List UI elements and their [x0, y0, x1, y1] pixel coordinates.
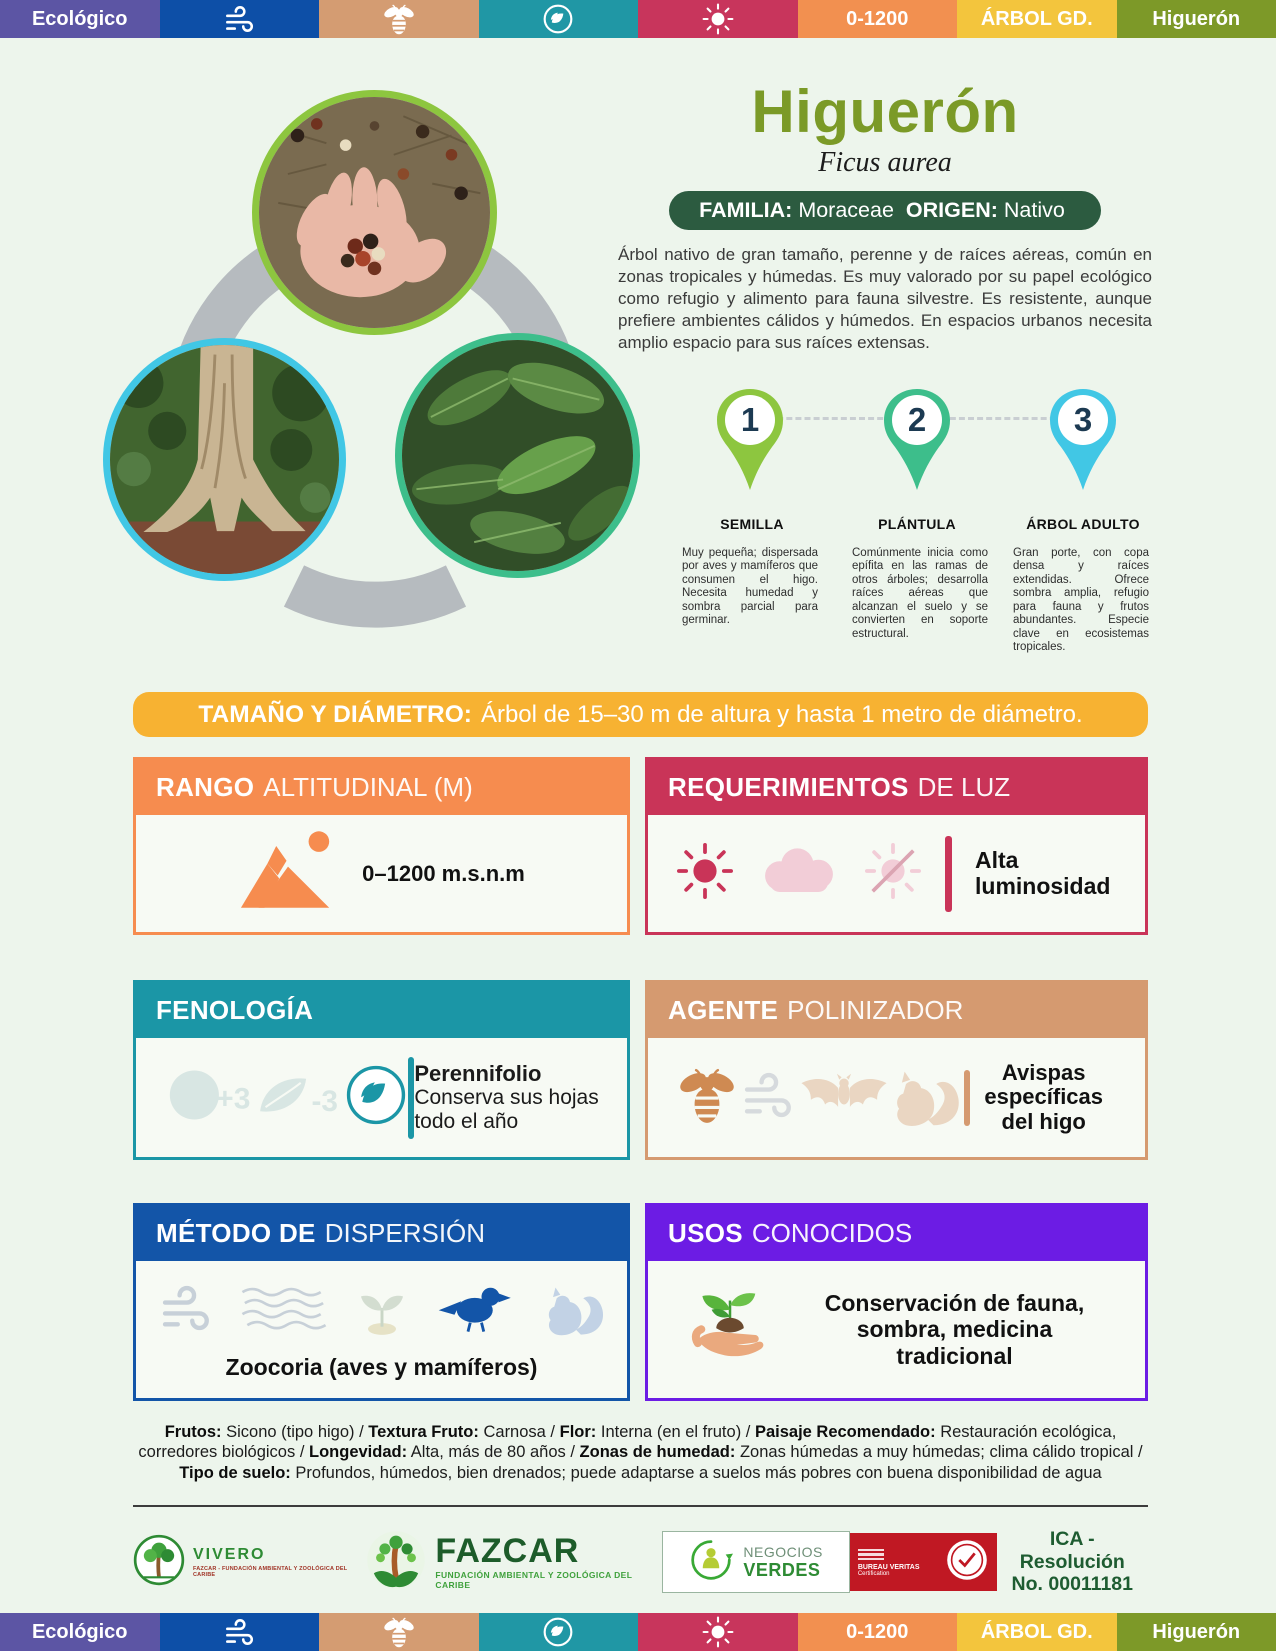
squirrel-icon: [544, 1279, 608, 1342]
ribbon-segment-leaf: [479, 1613, 639, 1651]
card-body: [648, 815, 1145, 932]
card-agente-polinizador: [645, 980, 1148, 1160]
light-requirement-value: Alta luminosidad: [975, 847, 1111, 899]
stage-description: Comúnmente inicia como epífita en las ramas de otros árboles; desarrolla raíces aéreas que alcanzan el suelo y se convierten en soporte estructural.: [852, 547, 988, 640]
card-body: [136, 1261, 627, 1398]
size-banner-text: Árbol de 15–30 m de altura y hasta 1 metro de diámetro.: [480, 700, 1083, 728]
stage-label-semilla: SEMILLA: [720, 516, 784, 532]
card-title-bold: REQUERIMIENTOS: [668, 772, 909, 802]
ribbon-label: Higuerón: [1152, 7, 1241, 30]
bee-icon: [382, 2, 416, 36]
detail-label: Tipo de suelo:: [179, 1463, 291, 1482]
card-header: [136, 983, 627, 1038]
card-body: [648, 1038, 1145, 1157]
card-fenologia: [133, 980, 630, 1160]
stage-label-arbol-adulto: ÁRBOL ADULTO: [1026, 516, 1140, 532]
page-title: Higuerón: [751, 78, 1019, 145]
vivero-text: [193, 1546, 365, 1578]
stage-description: Gran porte, con copa densa y raíces extendidas. Ofrece sombra amplia, refugio para fauna y frutos abundantes. Especie clave en ecosistemas tropicales.: [1013, 547, 1149, 654]
card-body: [136, 815, 627, 932]
phenology-type: Perennifolio: [414, 1060, 542, 1086]
card-title-bold: MÉTODO DE: [156, 1218, 316, 1248]
ribbon-label: ÁRBOL GD.: [980, 1620, 1093, 1643]
hand-plant-icon: [684, 1289, 776, 1370]
wind-icon: [738, 1066, 796, 1129]
ribbon-label: Ecológico: [31, 1620, 128, 1643]
stage-number: 3: [1073, 401, 1093, 438]
ribbon-label: ÁRBOL GD.: [980, 7, 1093, 30]
squirrel-icon: [892, 1062, 964, 1133]
ribbon-segment-arbol: [957, 1613, 1117, 1651]
iso-lines: [858, 1549, 920, 1561]
phenology-note: Conserva sus hojas todo el año: [414, 1086, 599, 1133]
mountain-sun-icon: [238, 828, 338, 919]
card-metodo-dispersion: [133, 1203, 630, 1401]
bureau-seal-icon: [945, 1538, 989, 1587]
leaf-badge-icon: [344, 1063, 408, 1132]
detail-text: Profundos, húmedos, bien drenados; puede adaptarse a suelos más pobres con buena disponibilidad de agua: [290, 1463, 1102, 1482]
negocios-verdes-icon: [689, 1538, 733, 1587]
ribbon-segment-ecologico: [0, 0, 160, 38]
fazcar-logo: [365, 1529, 662, 1596]
leaf-minus3-icon: [252, 1065, 344, 1130]
card-title-rest: ALTITUDINAL (M): [263, 772, 473, 802]
detail-text: Carnosa /: [478, 1423, 560, 1441]
bureau-text: [858, 1547, 920, 1578]
ribbon-label: 0-1200: [846, 1620, 909, 1643]
detail-text: Restauración ecológica, corredores biológicos /: [138, 1423, 1117, 1462]
card-title-bold: AGENTE: [668, 995, 779, 1025]
negocios-text: [743, 1544, 822, 1581]
card-header: [136, 760, 627, 815]
svg-text:-3: -3: [311, 1085, 338, 1119]
bee-icon: [676, 1061, 738, 1134]
detail-label: Longevidad:: [309, 1443, 408, 1462]
wind-icon: [222, 2, 256, 36]
header-block: [618, 80, 1152, 354]
card-title-bold: FENOLOGÍA: [156, 995, 314, 1025]
detail-label: Paisaje Recomendado:: [754, 1423, 936, 1441]
ribbon-segment-wind: [160, 1613, 320, 1651]
detail-label: Textura Fruto:: [368, 1423, 479, 1441]
fazcar-subtitle: FUNDACIÓN AMBIENTAL Y ZOOLÓGICA DEL CARIBE: [435, 1570, 633, 1590]
card-body: [648, 1261, 1145, 1398]
vivero-subtitle: FAZCAR - FUNDACIÓN AMBIENTAL Y ZOOLÓGICA DEL CARIBE: [193, 1566, 348, 1578]
life-stages: [660, 386, 1160, 686]
bird-icon: [436, 1281, 518, 1340]
size-banner-label: TAMAÑO Y DIÁMETRO:: [198, 700, 472, 728]
photo-cycle-cluster: [85, 75, 655, 650]
altitude-value: 0–1200 m.s.n.m: [362, 860, 525, 886]
detail-label: Frutos:: [164, 1423, 222, 1441]
detail-text: Sicono (tipo higo) /: [221, 1423, 369, 1441]
vivero-title: VIVERO: [193, 1546, 266, 1563]
tree-trunk-roots-photo: [103, 338, 346, 581]
detail-text: Interna (en el fruto) /: [596, 1423, 755, 1441]
footer-divider: [133, 1505, 1148, 1507]
ribbon-segment-wind: [160, 0, 320, 38]
footer-logos: [133, 1520, 1148, 1604]
ribbon-segment-species: [1117, 0, 1276, 38]
vivero-tree-icon: [133, 1534, 185, 1591]
dispersal-value: Zoocoria (aves y mamíferos): [225, 1353, 538, 1380]
ribbon-segment-sun: [638, 0, 798, 38]
origen-label: ORIGEN:: [905, 198, 998, 222]
card-title-rest: DE LUZ: [917, 772, 1011, 802]
sprout-icon: [354, 1280, 410, 1341]
card-header: [136, 1206, 627, 1261]
detail-label: Flor:: [559, 1423, 597, 1441]
leaf-circle-icon: [542, 1616, 574, 1648]
sun-icon: [676, 842, 734, 905]
negocios-line2: VERDES: [743, 1559, 821, 1580]
detail-text: Zonas húmedas a muy húmedas; clima cálido tropical /: [735, 1443, 1143, 1462]
leaf-circle-icon: [542, 3, 574, 35]
card-header: [648, 760, 1145, 815]
ribbon-label: 0-1200: [846, 7, 909, 30]
detail-text: Alta, más de 80 años /: [407, 1443, 580, 1462]
pollinator-value: Avispas específicas del higo: [984, 1059, 1104, 1134]
ribbon-segment-range: [798, 1613, 958, 1651]
stage-number: 2: [907, 401, 927, 438]
card-header: [648, 983, 1145, 1038]
svg-text:+3: +3: [216, 1082, 251, 1116]
dispersal-icons-row: [156, 1279, 608, 1342]
sun-crossed-icon: [864, 842, 922, 905]
sun-icon: [702, 3, 734, 35]
circle-plus3-icon: [164, 1065, 252, 1130]
card-rango-altitudinal: [133, 757, 630, 935]
species-details-paragraph: [133, 1422, 1148, 1483]
detail-label: Zonas de humedad:: [579, 1443, 736, 1462]
stage-pin-plantula: [880, 386, 954, 492]
card-title-rest: DISPERSIÓN: [324, 1218, 486, 1248]
ribbon-label: Higuerón: [1152, 1620, 1241, 1643]
card-title-bold: RANGO: [156, 772, 255, 802]
size-banner: [133, 692, 1148, 737]
ica-resolution: [997, 1528, 1148, 1595]
familia-value: Moraceae: [798, 198, 894, 222]
family-origin-pill: [669, 191, 1101, 230]
ica-line2: No. 00011181: [1011, 1573, 1133, 1596]
scientific-name: Ficus aurea: [818, 147, 952, 178]
ribbon-segment-arbol: [957, 0, 1117, 38]
stage-description: Muy pequeña; dispersada por aves y mamíferos que consumen el higo. Necesita humedad y sombra parcial para germinar.: [682, 547, 818, 627]
bureau-name: BUREAU VERITAS: [857, 1564, 920, 1572]
fazcar-text: [435, 1534, 662, 1590]
ribbon-segment-leaf: [479, 0, 639, 38]
card-requerimientos-luz: [645, 757, 1148, 935]
familia-label: FAMILIA:: [699, 198, 793, 222]
uses-value: Conservación de fauna, sombra, medicina tradicional: [824, 1290, 1085, 1369]
vivero-logo: [133, 1534, 365, 1591]
ribbon-segment-ecologico: [0, 1613, 160, 1651]
bottom-ribbon: [0, 1613, 1276, 1651]
species-description: Árbol nativo de gran tamaño, perenne y de raíces aéreas, común en zonas tropicales y húmedas. Es muy valorado por su papel ecológico como refugio y alimento para fauna silvestre. Es resistente, aunque prefiere ambientes cálidos y húmedos. En espacios urbanos necesita amplio espacio para sus raíces extensas.: [618, 245, 1152, 352]
ribbon-label: Ecológico: [31, 7, 128, 30]
ribbon-segment-bee: [319, 0, 479, 38]
sun-icon: [702, 1616, 734, 1648]
phenology-value: [414, 1062, 599, 1134]
fazcar-tree-icon: [365, 1529, 427, 1596]
bee-icon: [382, 1615, 416, 1649]
card-usos-conocidos: [645, 1203, 1148, 1401]
wind-icon: [156, 1279, 214, 1342]
card-title-bold: USOS: [668, 1218, 743, 1248]
seeds-in-hand-photo: [252, 90, 497, 335]
ica-line1: ICA - Resolución: [1019, 1528, 1125, 1573]
card-title-rest: POLINIZADOR: [787, 995, 964, 1025]
top-ribbon: [0, 0, 1276, 38]
stage-pin-arbol-adulto: [1046, 386, 1120, 492]
stage-pin-semilla: [713, 386, 787, 492]
card-header: [648, 1206, 1145, 1261]
ribbon-segment-sun: [638, 1613, 798, 1651]
card-title-rest: CONOCIDOS: [751, 1218, 913, 1248]
origen-value: Nativo: [1003, 198, 1065, 222]
stage-number: 1: [740, 401, 760, 438]
bureau-veritas-logo: [850, 1533, 997, 1591]
waves-icon: [240, 1284, 328, 1337]
leaves-photo: [395, 333, 640, 578]
ribbon-segment-species: [1117, 1613, 1276, 1651]
fazcar-title: FAZCAR: [435, 1532, 580, 1570]
card-body: [136, 1038, 627, 1157]
accent-bar: [945, 836, 952, 912]
cloud-icon: [757, 843, 841, 904]
negocios-line1: NEGOCIOS: [743, 1543, 823, 1560]
stage-label-plantula: PLÁNTULA: [878, 516, 956, 532]
bureau-sub: Certification: [857, 1571, 890, 1578]
wind-icon: [222, 1615, 256, 1649]
bat-icon: [796, 1069, 892, 1126]
ribbon-segment-range: [798, 0, 958, 38]
ribbon-segment-bee: [319, 1613, 479, 1651]
negocios-verdes-logo: [662, 1531, 849, 1593]
